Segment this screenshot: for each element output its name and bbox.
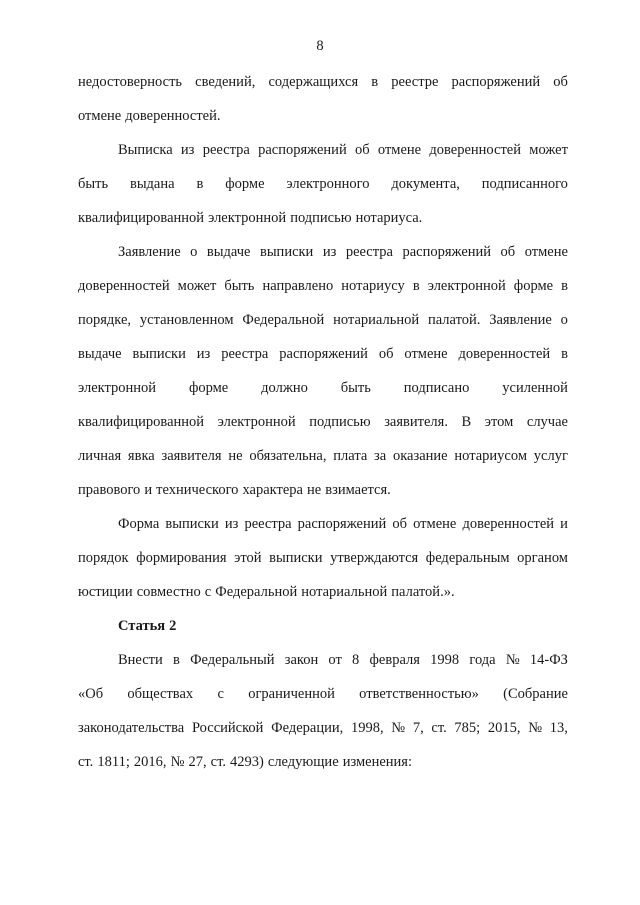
text-line: личная явка заявителя не обязательна, плата за оказание нотариусом услуг <box>78 448 568 464</box>
text-line: Выписка из реестра распоряжений об отмене доверенностей может <box>118 142 568 158</box>
text-line: ст. 1811; 2016, № 27, ст. 4293) следующие изменения: <box>78 754 412 770</box>
paragraph <box>78 133 568 235</box>
text-line: доверенностей может быть направлено нотариусу в электронной форме в <box>78 278 568 294</box>
text-line: быть выдана в форме электронного документа, подписанного <box>78 176 568 192</box>
text-line: порядке, установленном Федеральной нотариальной палатой. Заявление о <box>78 312 568 328</box>
text-line: недостоверность сведений, содержащихся в реестре распоряжений об <box>78 74 568 90</box>
text-line: квалифицированной электронной подписью нотариуса. <box>78 210 423 226</box>
article-heading <box>78 609 568 643</box>
text-line: юстиции совместно с Федеральной нотариальной палатой.». <box>78 584 455 600</box>
text-line: выдаче выписки из реестра распоряжений об отмене доверенностей в <box>78 346 568 362</box>
text-line: «Об обществах с ограниченной ответственностью» (Собрание <box>78 686 568 702</box>
text-line: отмене доверенностей. <box>78 108 221 124</box>
text-line: Форма выписки из реестра распоряжений об отмене доверенностей и <box>118 516 568 532</box>
text-line: Заявление о выдаче выписки из реестра распоряжений об отмене <box>118 244 568 260</box>
text-line: Статья 2 <box>118 618 177 634</box>
text-line: квалифицированной электронной подписью заявителя. В этом случае <box>78 414 568 430</box>
text-line: порядок формирования этой выписки утверждаются федеральным органом <box>78 550 568 566</box>
paragraph <box>78 507 568 609</box>
text-line: правового и технического характера не взимается. <box>78 482 391 498</box>
text-line: Внести в Федеральный закон от 8 февраля 1998 года № 14-ФЗ <box>118 652 568 668</box>
document-body <box>78 65 568 779</box>
paragraph <box>78 643 568 779</box>
text-line: законодательства Российской Федерации, 1998, № 7, ст. 785; 2015, № 13, <box>78 720 568 736</box>
paragraph <box>78 65 568 133</box>
paragraph <box>78 235 568 507</box>
text-line: электронной форме должно быть подписано усиленной <box>78 380 568 396</box>
page-number: 8 <box>316 38 324 54</box>
